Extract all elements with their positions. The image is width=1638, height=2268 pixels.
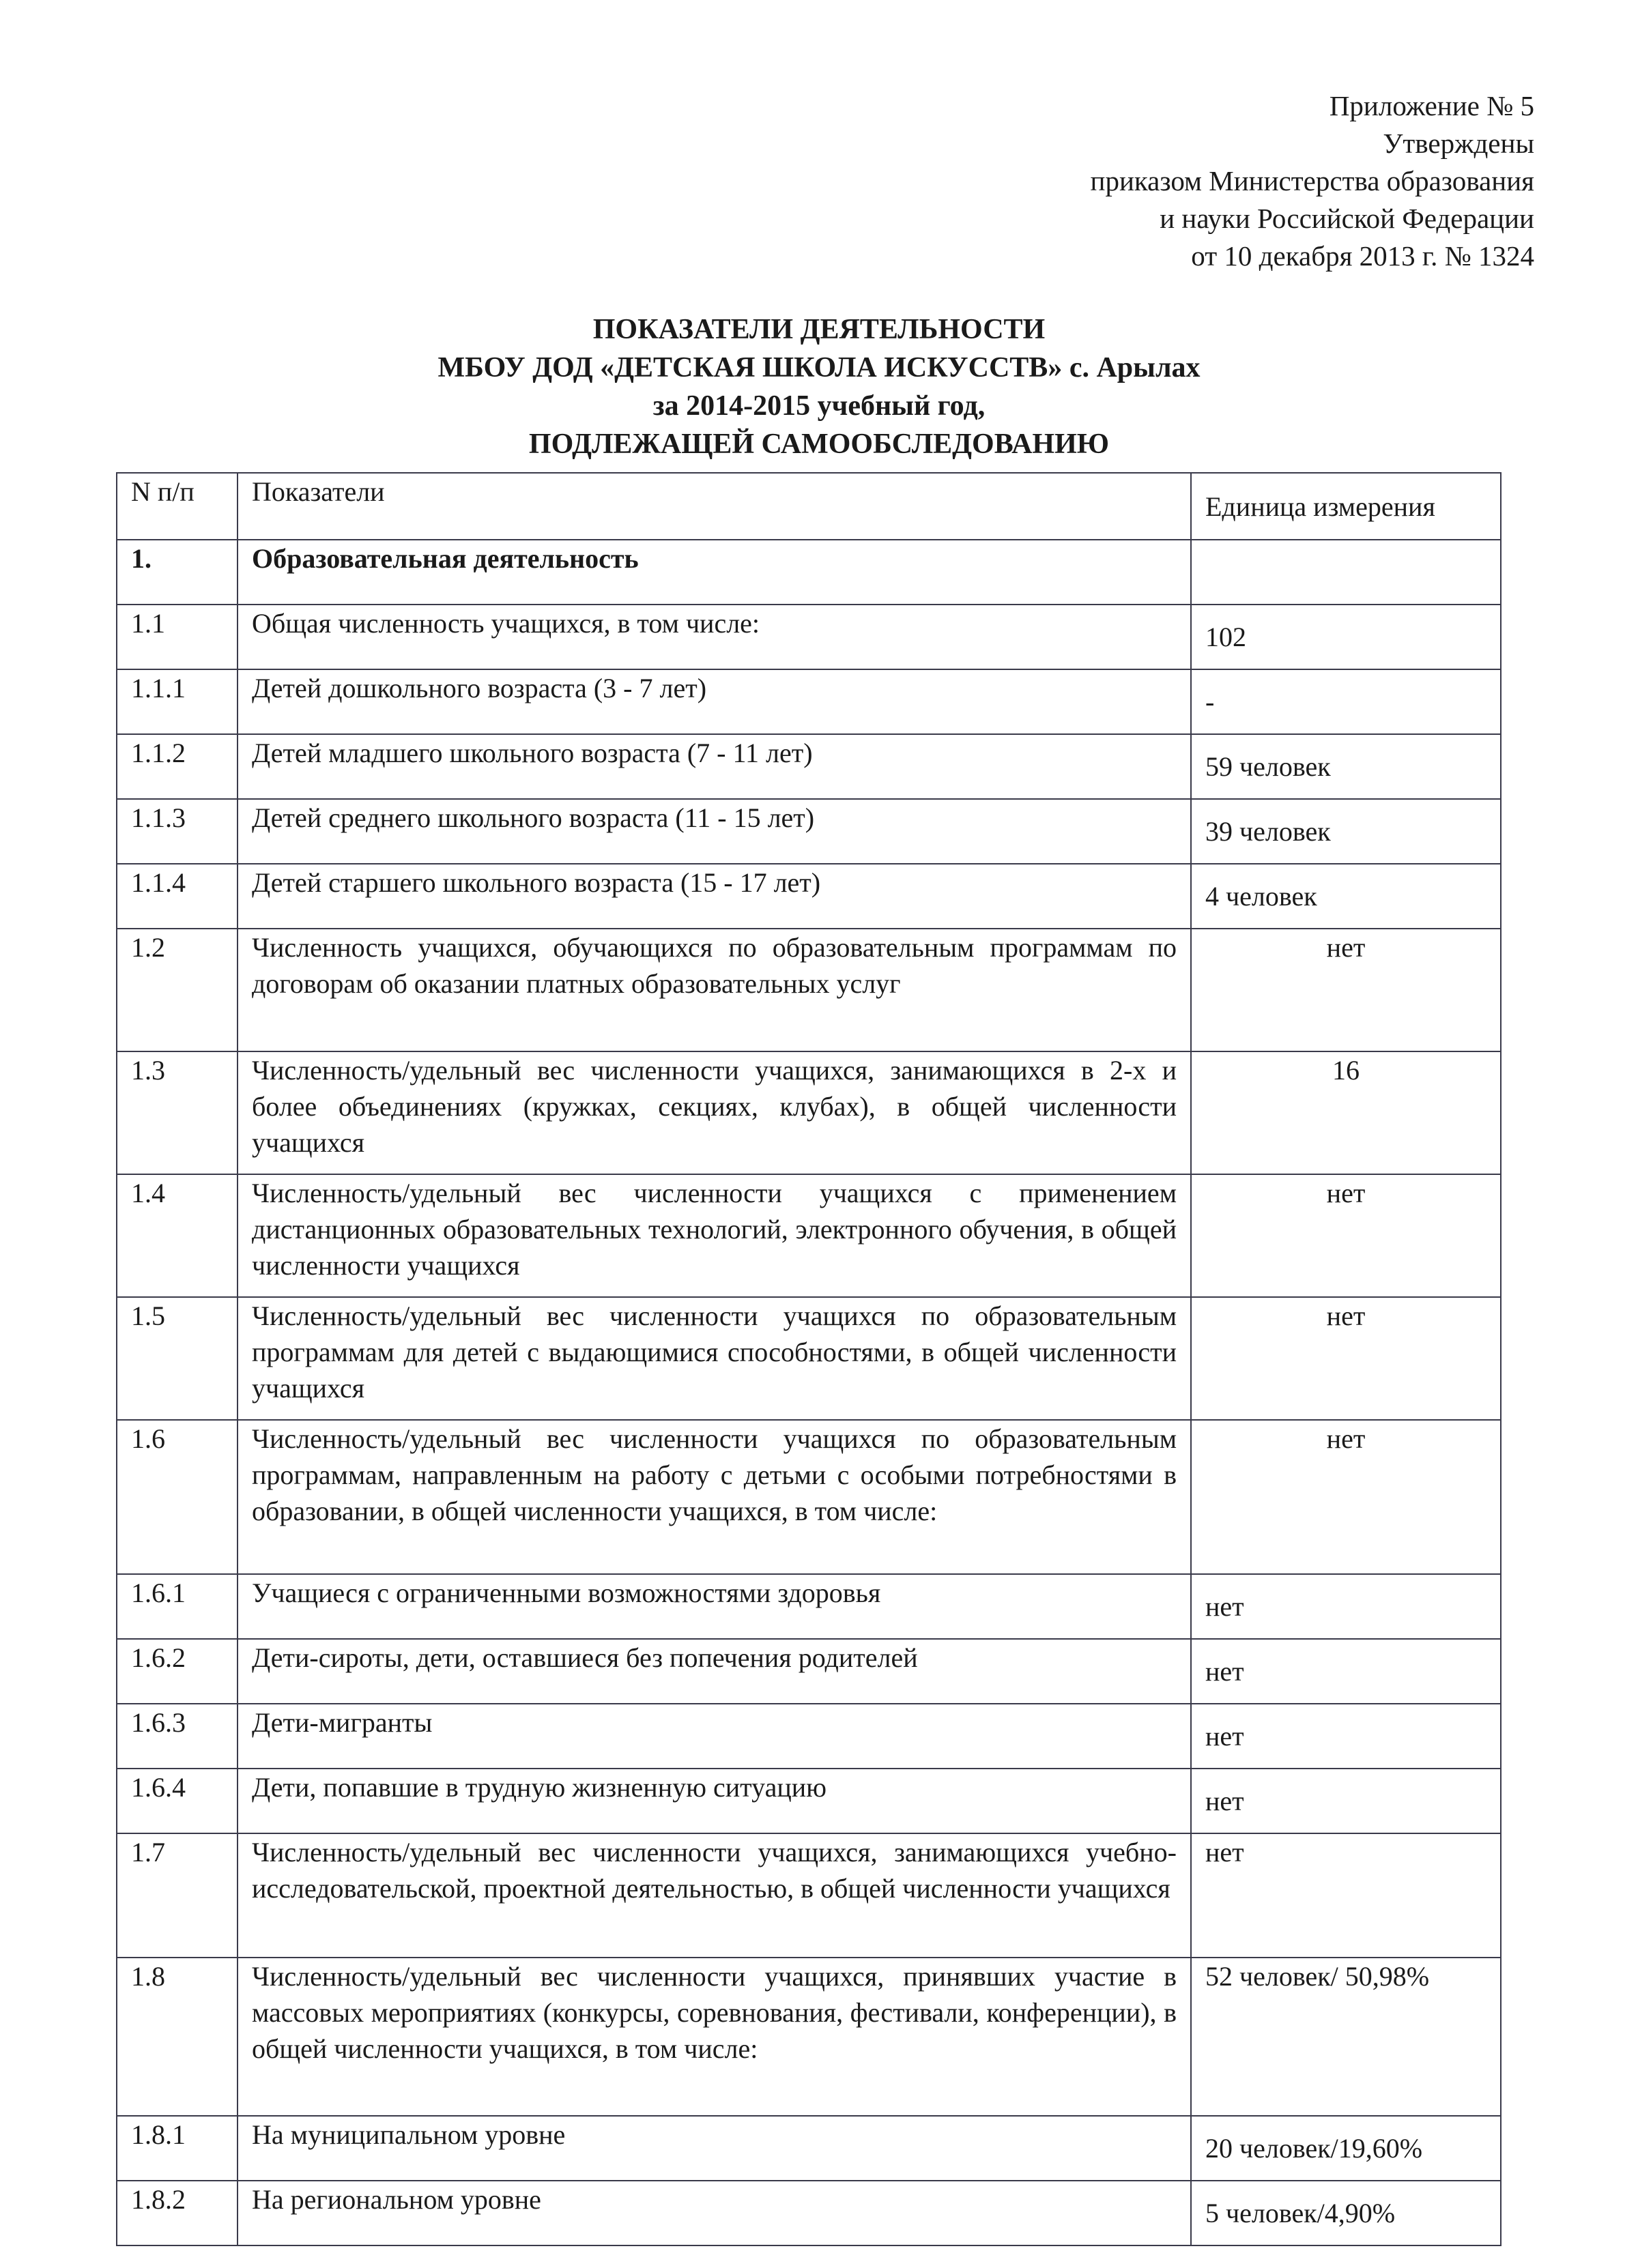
row-num: 1.6 <box>117 1420 238 1574</box>
row-indicator: Дети-мигранты <box>238 1704 1191 1769</box>
table-row <box>117 1174 1501 1297</box>
row-indicator: Дети-сироты, дети, оставшиеся без попечения родителей <box>238 1639 1191 1704</box>
row-unit: нет <box>1191 1297 1501 1420</box>
title-line-3: за 2014-2015 учебный год, <box>652 390 986 422</box>
title-line-4: ПОДЛЕЖАЩЕЙ САМООБСЛЕДОВАНИЮ <box>528 428 1110 460</box>
table-row <box>117 929 1501 1051</box>
table-row <box>117 2181 1501 2245</box>
header-indicator: Показатели <box>238 473 1191 540</box>
row-num: 1.1.1 <box>117 669 238 734</box>
row-unit: - <box>1191 669 1501 734</box>
row-unit: 5 человек/4,90% <box>1191 2181 1501 2245</box>
row-num: 1.8.1 <box>117 2116 238 2181</box>
row-num: 1.1 <box>117 605 238 669</box>
approval-line-approved: Утверждены <box>1383 128 1534 159</box>
table-row <box>117 734 1501 799</box>
row-unit: 52 человек/ 50,98% <box>1191 1958 1501 2116</box>
table-row <box>117 1051 1501 1174</box>
row-unit: нет <box>1191 1769 1501 1833</box>
header-num: N п/п <box>117 473 238 540</box>
table-row <box>117 1958 1501 2116</box>
row-unit <box>1191 540 1501 605</box>
row-indicator: На региональном уровне <box>238 2181 1191 2245</box>
document-title <box>0 310 1638 463</box>
row-unit: 102 <box>1191 605 1501 669</box>
row-num: 1.1.3 <box>117 799 238 864</box>
approval-line-order: приказом Министерства образования <box>1090 165 1534 197</box>
table-header-row <box>117 473 1501 540</box>
row-indicator: На муниципальном уровне <box>238 2116 1191 2181</box>
table-row <box>117 1574 1501 1639</box>
row-indicator: Детей младшего школьного возраста (7 - 11 лет) <box>238 734 1191 799</box>
row-unit: нет <box>1191 1833 1501 1958</box>
row-indicator: Численность/удельный вес численности учащихся по образовательным программам, направленным на работу с детьми с особыми потребностями в образовании, в общей численности учащихся, в том числе: <box>238 1420 1191 1574</box>
table-row <box>117 2116 1501 2181</box>
row-indicator: Численность/удельный вес численности учащихся, занимающихся в 2-х и более объединениях (кружках, секциях, клубах), в общей численности учащихся <box>238 1051 1191 1174</box>
row-indicator: Общая численность учащихся, в том числе: <box>238 605 1191 669</box>
approval-line-appendix: Приложение № 5 <box>1329 90 1534 121</box>
table-row <box>117 669 1501 734</box>
table-row <box>117 799 1501 864</box>
table-row <box>117 1833 1501 1958</box>
row-unit: 39 человек <box>1191 799 1501 864</box>
row-indicator: Численность учащихся, обучающихся по образовательным программам по договорам об оказании платных образовательных услуг <box>238 929 1191 1051</box>
row-num: 1.5 <box>117 1297 238 1420</box>
row-indicator: Детей старшего школьного возраста (15 - 17 лет) <box>238 864 1191 929</box>
row-indicator: Численность/удельный вес численности учащихся, принявших участие в массовых мероприятиях (конкурсы, соревнования, фестивали, конференции), в общей численности учащихся, в том числе: <box>238 1958 1191 2116</box>
row-unit: 20 человек/19,60% <box>1191 2116 1501 2181</box>
row-num: 1.6.2 <box>117 1639 238 1704</box>
title-line-1: ПОКАЗАТЕЛИ ДЕЯТЕЛЬНОСТИ <box>592 314 1046 345</box>
approval-line-ministry: и науки Российской Федерации <box>1160 203 1534 234</box>
row-num: 1.8.2 <box>117 2181 238 2245</box>
row-unit: нет <box>1191 1574 1501 1639</box>
row-indicator: Образовательная деятельность <box>238 540 1191 605</box>
table-row <box>117 1297 1501 1420</box>
row-num: 1.6.4 <box>117 1769 238 1833</box>
row-unit: 4 человек <box>1191 864 1501 929</box>
row-indicator: Дети, попавшие в трудную жизненную ситуацию <box>238 1769 1191 1833</box>
row-num: 1. <box>117 540 238 605</box>
row-unit: нет <box>1191 1174 1501 1297</box>
table-row <box>117 1420 1501 1574</box>
row-num: 1.6.3 <box>117 1704 238 1769</box>
row-unit: нет <box>1191 929 1501 1051</box>
header-unit: Единица измерения <box>1191 473 1501 540</box>
row-unit: нет <box>1191 1420 1501 1574</box>
row-num: 1.6.1 <box>117 1574 238 1639</box>
row-unit: 59 человек <box>1191 734 1501 799</box>
table-row <box>117 540 1501 605</box>
table-row <box>117 1769 1501 1833</box>
row-unit: 16 <box>1191 1051 1501 1174</box>
row-num: 1.2 <box>117 929 238 1051</box>
indicators-table <box>116 472 1502 2246</box>
table-row <box>117 1704 1501 1769</box>
row-num: 1.7 <box>117 1833 238 1958</box>
row-num: 1.1.4 <box>117 864 238 929</box>
row-indicator: Численность/удельный вес численности учащихся с применением дистанционных образовательных технологий, электронного обучения, в общей численности учащихся <box>238 1174 1191 1297</box>
row-num: 1.1.2 <box>117 734 238 799</box>
table-row <box>117 605 1501 669</box>
row-indicator: Численность/удельный вес численности учащихся, занимающихся учебно-исследовательской, проектной деятельностью, в общей численности учащихся <box>238 1833 1191 1958</box>
table-row <box>117 1639 1501 1704</box>
row-unit: нет <box>1191 1639 1501 1704</box>
row-unit: нет <box>1191 1704 1501 1769</box>
row-num: 1.4 <box>117 1174 238 1297</box>
approval-line-date: от 10 декабря 2013 г. № 1324 <box>1191 240 1534 272</box>
row-indicator: Численность/удельный вес численности учащихся по образовательным программам для детей с выдающимися способностями, в общей численности учащихся <box>238 1297 1191 1420</box>
row-indicator: Учащиеся с ограниченными возможностями здоровья <box>238 1574 1191 1639</box>
row-num: 1.8 <box>117 1958 238 2116</box>
row-num: 1.3 <box>117 1051 238 1174</box>
title-line-2: МБОУ ДОД «ДЕТСКАЯ ШКОЛА ИСКУССТВ» с. Арылах <box>437 352 1201 383</box>
row-indicator: Детей дошкольного возраста (3 - 7 лет) <box>238 669 1191 734</box>
row-indicator: Детей среднего школьного возраста (11 - 15 лет) <box>238 799 1191 864</box>
table-row <box>117 864 1501 929</box>
approval-block <box>1091 87 1535 275</box>
